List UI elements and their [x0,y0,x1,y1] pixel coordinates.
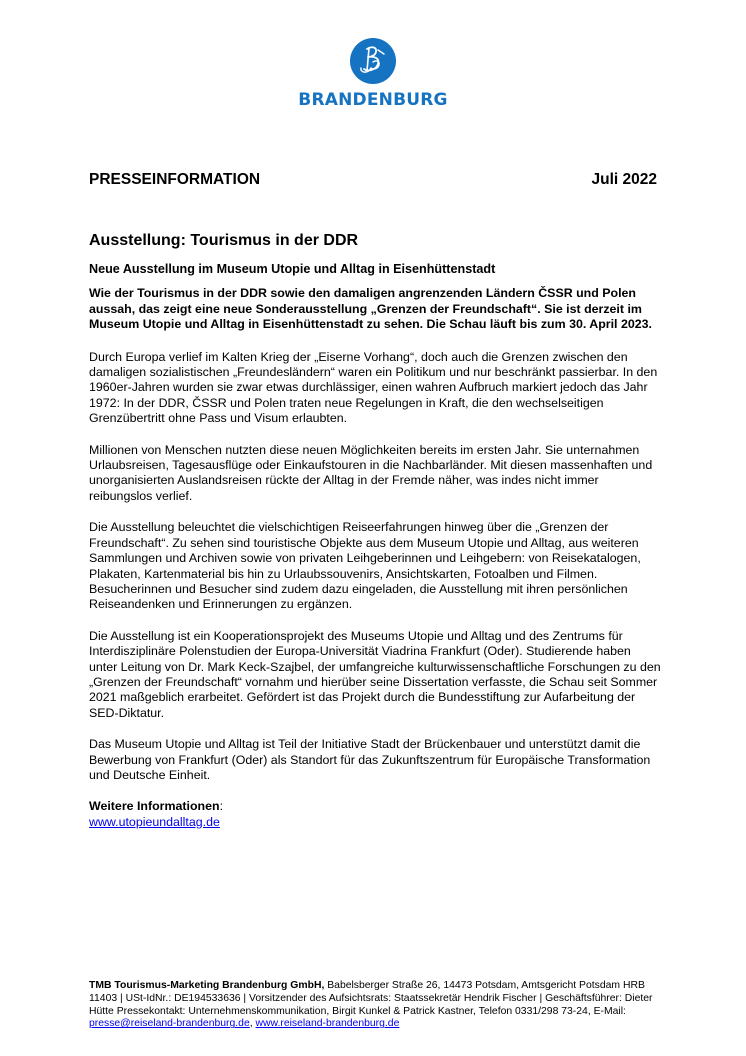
footer-text: Babelsberger Straße 26, 14473 Potsdam, Amtsgericht Potsdam HRB 11403 | USt-IdNr.: DE194533636 | Vorsitzender des Aufsichtsrats: Staatssekretär Hendrik Fischer | Geschäftsführer: Dieter Hütte Pressekontakt: Unternehmenskommunikation, Birgit Kunkel & Patrick Kastner, Telefon 0331/298 73-24, E-Mail: [89,980,653,1017]
paragraph: Millionen von Menschen nutzten diese neuen Möglichkeiten bereits im ersten Jahr. Sie unternahmen Urlaubsreisen, Tagesausflüge oder Einkaufstouren in die Nachbarländer. Mit diesen massenhaften und unorganisierten Auslandsreisen rückte der Alltag in der Fremde näher, was indes nicht immer reibungslos verlief. [89,442,653,503]
more-info [89,799,661,830]
article-subtitle: Neue Ausstellung im Museum Utopie und Alltag in Eisenhüttenstadt [89,262,496,276]
footer-company: TMB Tourismus-Marketing Brandenburg GmbH, [89,980,325,991]
more-info-label: Weitere Informationen [89,799,220,814]
footer-separator: , [249,1018,256,1030]
footer-imprint [89,980,661,1031]
press-label: PRESSEINFORMATION [89,171,261,188]
paragraph: Die Ausstellung ist ein Kooperationsprojekt des Museums Utopie und Alltag und des Zentrums für Interdisziplinäre Polenstudien der Europa-Universität Viadrina Frankfurt (Oder). Studierende haben unter Leitung von Dr. Mark Keck-Szajbel, der umfangreiche kulturwissenschaftliche Forschungen zu den „Grenzen der Freundschaft“ vornahm und hierüber seine Dissertation verfasste, die Schau seit Sommer 2021 maßgeblich erarbeitet. Gefördert ist das Projekt durch die Bundesstiftung zur Aufarbeitung der SED-Diktatur. [89,628,661,720]
paragraph: Das Museum Utopie und Alltag ist Teil der Initiative Stadt der Brückenbauer und unterstützt damit die Bewerbung von Frankfurt (Oder) als Standort für das Zukunftszentrum für Europäische Transformation und Deutsche Einheit. [89,737,651,782]
footer-website-link[interactable]: www.reiseland-brandenburg.de [255,1018,400,1030]
paragraph: Durch Europa verlief im Kalten Krieg der „Eiserne Vorhang“, doch auch die Grenzen zwischen den damaligen sozialistischen „Freundesländern“ waren ein Politikum und nur beschränkt passierbar. In den 1960er-Jahren wurden sie zwar etwas durchlässiger, einen wahren Aufbruch markiert jedoch das Jahr 1972: In der DDR, ČSSR und Polen traten neue Regelungen in Kraft, die den wechselseitigen Grenzübertritt ohne Pass und Visum erlaubten. [89,349,658,426]
museum-website-link[interactable]: www.utopieundalltag.de [89,814,220,829]
press-header [89,171,657,189]
brandenburg-b-emblem-icon [350,38,396,84]
more-info-colon: : [219,799,224,814]
footer-email-link[interactable]: presse@reiseland-brandenburg.de [89,1018,250,1030]
article-lead: Wie der Tourismus in der DDR sowie den damaligen angrenzenden Ländern ČSSR und Polen aussah, das zeigt eine neue Sonderausstellung „Grenzen der Freundschaft“. Sie ist derzeit im Museum Utopie und Alltag in Eisenhüttenstadt zu sehen. Die Schau läuft bis zum 30. April 2023. [89,286,652,332]
paragraph: Die Ausstellung beleuchtet die vielschichtigen Reiseerfahrungen hinweg über die „Grenzen der Freundschaft“. Zu sehen sind touristische Objekte aus dem Museum Utopie und Alltag, aus weiteren Sammlungen und Archiven sowie von privaten Leihgeberinnen und Leihgebern: von Reisekatalogen, Plakaten, Kartenmaterial bis hin zu Urlaubssouvenirs, Ansichtskarten, Fotoalben und Filmen. Besucherinnen und Besucher sind zudem dazu eingeladen, die Ausstellung mit ihren persönlichen Reiseandenken und Erinnerungen zu ergänzen. [89,520,641,612]
article-body [89,232,661,830]
press-date: Juli 2022 [591,171,657,188]
brand-logo [0,38,746,110]
brand-wordmark: BRANDENBURG [298,90,448,110]
article-title: Ausstellung: Tourismus in der DDR [89,232,359,249]
